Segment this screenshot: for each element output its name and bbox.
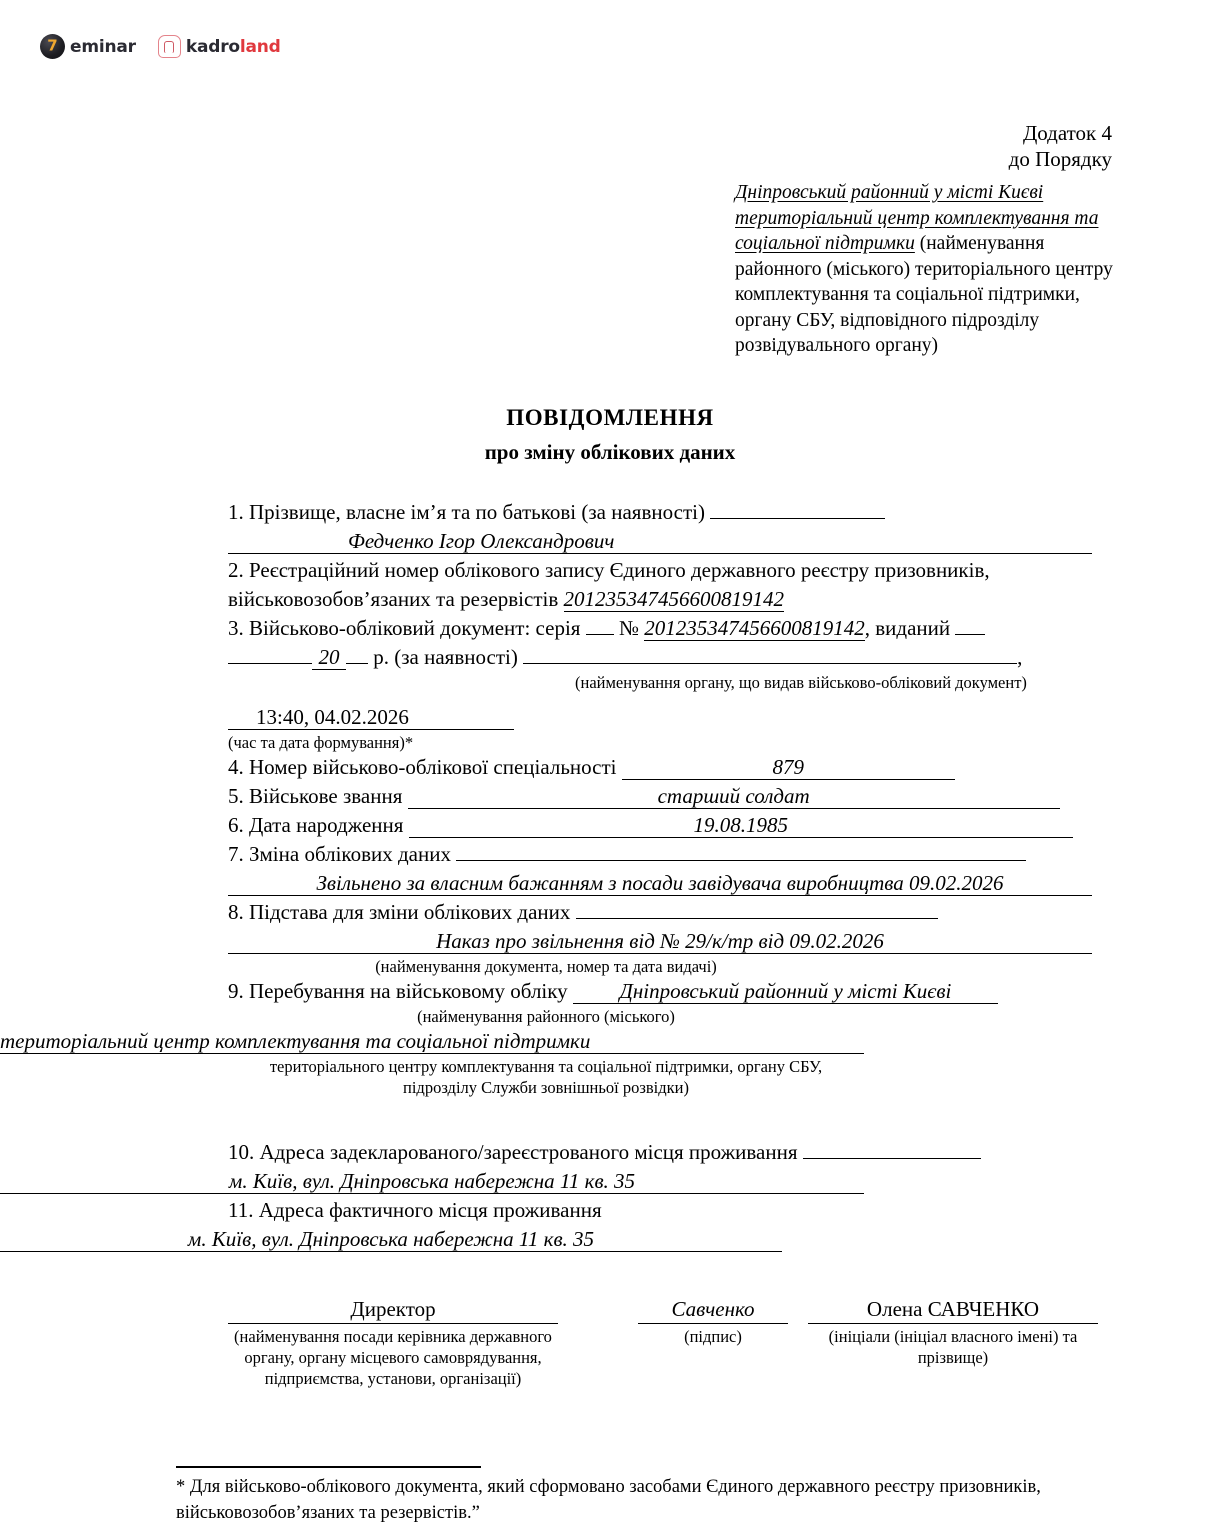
field-row-item9-caption-c — [0, 1077, 864, 1098]
field-row-item8-caption — [0, 956, 864, 977]
field-row-item9-caption-a — [0, 1006, 864, 1027]
item9-caption-a: (найменування районного (міського) — [417, 1007, 675, 1026]
signature-position-value[interactable]: Директор — [228, 1296, 558, 1324]
field-row-item3-caption — [0, 672, 1220, 693]
field-row-item2-a — [0, 556, 1220, 585]
field-row-item9-value-b — [0, 1027, 1220, 1056]
item3-year-suffix-blank[interactable] — [346, 663, 368, 664]
item3-caption: (найменування органу, що видав військово-обліковий документ) — [575, 673, 1027, 692]
item5-value[interactable]: старший солдат — [408, 784, 1060, 809]
signature-name-col — [808, 1296, 1098, 1368]
organisation-name: Дніпровський районний у місті Києві територіальний центр комплектування та соціальної підтримки — [735, 182, 1099, 254]
item9-label: 9. Перебування на військовому обліку — [228, 979, 568, 1003]
item9-value-b[interactable]: територіальний центр комплектування та соціальної підтримки — [0, 1029, 864, 1054]
item9-caption-b: територіального центру комплектування та соціальної підтримки, органу СБУ, — [269, 1057, 823, 1076]
item8-blank-line[interactable] — [576, 918, 938, 919]
item8-label: 8. Підстава для зміни облікових даних — [228, 900, 571, 924]
footnote-text: * Для військово-облікового документа, який сформовано засобами Єдиного державного реєстру призовників, військовозобов’язаних та резервістів.” — [176, 1477, 1041, 1523]
item10-value[interactable]: м. Київ, вул. Дніпровська набережна 11 кв. 35 — [0, 1169, 864, 1194]
field-row-formed-at — [0, 703, 1220, 732]
kadroland-text-accent: land — [239, 36, 281, 57]
signature-name-value[interactable]: Олена САВЧЕНКО — [808, 1296, 1098, 1324]
item6-label: 6. Дата народження — [228, 813, 404, 837]
item3-year-prefix-blank[interactable] — [228, 663, 312, 664]
field-row-item2-b — [0, 585, 1220, 614]
field-row-item10 — [0, 1138, 1220, 1167]
zeminar-logo-text: eminar — [70, 36, 136, 57]
item3-label-b: , виданий — [864, 616, 951, 640]
signature-sign-caption: (підпис) — [684, 1327, 742, 1346]
field-row-item3-a — [0, 614, 1220, 643]
item10-blank-line[interactable] — [803, 1158, 981, 1159]
item2-label-a: 2. Реєстраційний номер облікового запису Єдиного державного реєстру призовників, — [228, 558, 990, 582]
document-subtitle: про зміну облікових даних — [484, 440, 736, 464]
field-row-item4 — [0, 753, 1220, 782]
field-row-item9-caption-b — [0, 1056, 864, 1077]
item3-series-blank[interactable] — [586, 634, 614, 635]
item4-value[interactable]: 879 — [622, 755, 955, 780]
item3-comma: , — [1017, 645, 1023, 669]
item3-org-blank[interactable] — [523, 663, 1017, 664]
item7-blank-line[interactable] — [456, 860, 1026, 861]
item3-number-symbol: № — [618, 616, 639, 640]
item7-label: 7. Зміна облікових даних — [228, 842, 451, 866]
signature-position-caption: (найменування посади керівника державного органу, органу місцевого самоврядування, підприємства, установи, організації) — [234, 1327, 552, 1388]
form-body — [0, 498, 1220, 1254]
field-row-item6 — [0, 811, 1220, 840]
item11-value[interactable]: м. Київ, вул. Дніпровська набережна 11 кв. 35 — [0, 1227, 782, 1252]
organisation-block — [735, 180, 1115, 359]
item9-caption-c: підрозділу Служби зовнішньої розвідки) — [403, 1078, 689, 1097]
field-row-item8-value — [0, 927, 1220, 956]
item2-value[interactable]: 201235347456600819142 — [563, 587, 785, 611]
item6-value[interactable]: 19.08.1985 — [409, 813, 1073, 838]
item1-value[interactable]: Федченко Ігор Олександрович — [228, 529, 1092, 554]
zeminar-badge-char: 7 — [47, 36, 58, 55]
item1-label: 1. Прізвище, власне ім’я та по батькові (за наявності) — [228, 500, 705, 524]
field-row-formed-at-caption — [0, 732, 1220, 753]
field-row-item7-value — [0, 869, 1220, 898]
signature-block — [228, 1296, 1108, 1389]
signature-name-caption: (ініціали (ініціал власного імені) та прізвище) — [828, 1327, 1078, 1367]
item2-label-b: військовозобов’язаних та резервістів — [228, 587, 559, 611]
appendix-line-1: Додаток 4 — [1022, 121, 1112, 145]
item1-blank-line[interactable] — [710, 518, 885, 519]
item3-year[interactable]: 20 — [312, 645, 346, 670]
formed-at-caption: (час та дата формування)* — [228, 733, 414, 752]
organisation-caption: (найменування районного (міського) територіального центру комплектування та соціальної підтримки, органу СБУ, відповідного підрозділу розвідувального органу) — [735, 233, 1113, 356]
field-row-item9 — [0, 977, 1220, 1006]
item8-value[interactable]: Наказ про звільнення від № 29/к/тр від 09.02.2026 — [228, 929, 1092, 954]
item3-value[interactable]: 201235347456600819142 — [644, 616, 865, 640]
item3-issued-blank[interactable] — [955, 634, 985, 635]
field-row-item8 — [0, 898, 1220, 927]
formed-at-value[interactable]: 13:40, 04.02.2026 — [228, 705, 514, 730]
item7-value[interactable]: Звільнено за власним бажанням з посади завідувача виробництва 09.02.2026 — [228, 871, 1092, 896]
footnote-divider — [176, 1466, 481, 1468]
signature-sign-value[interactable]: Савченко — [638, 1296, 788, 1324]
appendix-heading — [700, 120, 1112, 172]
item4-label: 4. Номер військово-облікової спеціальності — [228, 755, 617, 779]
signature-sign-col — [638, 1296, 788, 1347]
item3-label-c: р. (за наявності) — [373, 645, 518, 669]
item9-value-a[interactable]: Дніпровський районний у місті Києві — [573, 979, 998, 1004]
field-row-item5 — [0, 782, 1220, 811]
item3-label-a: 3. Військово-обліковий документ: серія — [228, 616, 581, 640]
document-title: ПОВІДОМЛЕННЯ — [506, 405, 714, 430]
item5-label: 5. Військове звання — [228, 784, 403, 808]
signature-position-col — [228, 1296, 558, 1389]
field-row-item11-value — [0, 1225, 1220, 1254]
field-row-item10-value — [0, 1167, 1220, 1196]
item10-label: 10. Адреса задекларованого/зареєстрованого місця проживання — [228, 1140, 798, 1164]
field-row-item3-b — [0, 643, 1220, 672]
appendix-line-2: до Порядку — [1008, 147, 1112, 171]
field-row-item7 — [0, 840, 1220, 869]
field-row-item1-value — [0, 527, 1220, 556]
kadroland-text-dark: kadro — [185, 36, 240, 57]
item11-label: 11. Адреса фактичного місця проживання — [228, 1198, 602, 1222]
item8-caption: (найменування документа, номер та дата видачі) — [375, 957, 717, 976]
field-row-item1 — [0, 498, 1220, 527]
field-row-item11 — [0, 1196, 1220, 1225]
